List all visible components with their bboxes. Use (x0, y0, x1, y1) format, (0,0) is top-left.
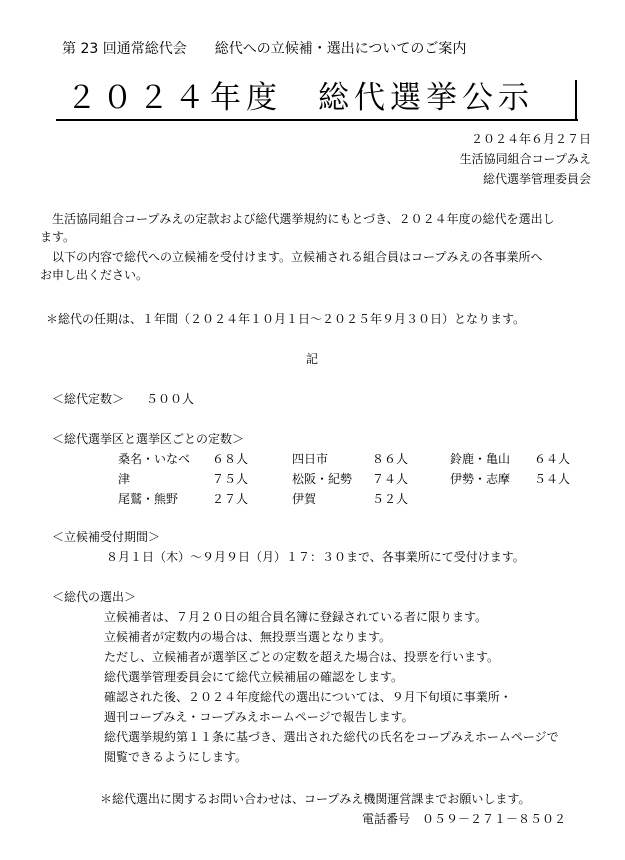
district-count: ５２人 (372, 492, 409, 506)
phone-number: 電話番号 ０５９－２７１－８５０２ (362, 812, 567, 826)
issuer-committee: 総代選挙管理委員会 (482, 172, 591, 186)
district-name: 松阪・紀勢 (292, 472, 353, 486)
title-underline (56, 119, 578, 121)
selection-line: 立候補者は、７月２０日の組合員名簿に登録されている者に限ります。 (104, 610, 488, 624)
district-name: 桑名・いなべ (118, 452, 191, 466)
district-count: ８６人 (372, 452, 409, 466)
quota-label: ＜総代定数＞ (52, 392, 125, 406)
district-name: 尾鷲・熊野 (118, 492, 179, 506)
ki-mark: 記 (306, 352, 319, 366)
intro-p1-line1: 生活協同組合コープみえの定款および総代選挙規約にもとづき、２０２４年度の総代を選出し (52, 212, 555, 226)
selection-line: 閲覧できるようにします。 (104, 750, 248, 764)
district-count: ６４人 (534, 452, 571, 466)
notice-subtitle: 第 23 回通常総代会 総代への立候補・選出についてのご案内 (62, 41, 467, 57)
page-title: ２０２４年度 総代選挙公示 (66, 80, 534, 116)
title-side-bar (575, 80, 577, 120)
selection-line: 総代選挙管理委員会にて総代立候補届の確認をします。 (104, 670, 404, 684)
selection-line: 確認された後、２０２４年度総代の選出については、９月下旬頃に事業所・ (104, 690, 512, 704)
intro-p2-line2: お申し出ください。 (40, 268, 149, 282)
period-label: ＜立候補受付期間＞ (52, 530, 161, 544)
issue-date: ２０２４年６月２７日 (470, 132, 591, 146)
district-count: ７５人 (212, 472, 249, 486)
district-count: ５４人 (534, 472, 571, 486)
selection-line: 総代選挙規約第１１条に基づき、選出された総代の氏名をコープみえホームページで (104, 730, 559, 744)
selection-line: 立候補者が定数内の場合は、無投票当選となります。 (104, 630, 392, 644)
selection-label: ＜総代の選出＞ (52, 590, 137, 604)
inquiry-note: ＊総代選出に関するお問い合わせは、コープみえ機関運営課までお願いします。 (100, 792, 531, 806)
district-name: 伊賀 (292, 492, 317, 506)
term-note: ＊総代の任期は、１年間（２０２４年１０月１日～２０２５年９月３０日）となります。 (46, 312, 526, 326)
district-count: ７４人 (372, 472, 409, 486)
issuer-org: 生活協同組合コープみえ (459, 152, 591, 166)
district-count: ６８人 (212, 452, 249, 466)
intro-p1-line2: ます。 (40, 230, 76, 244)
district-name: 伊勢・志摩 (450, 472, 511, 486)
district-name: 四日市 (292, 452, 329, 466)
selection-line: 週刊コープみえ・コープみえホームページで報告します。 (104, 710, 414, 724)
quota-value: ５００人 (146, 392, 195, 406)
period-text: ８月１日（木）～９月９日（月）１７：３０まで、各事業所にて受付けます。 (106, 550, 525, 564)
intro-p2-line1: 以下の内容で総代への立候補を受付けます。立候補される組合員はコープみえの各事業所へ (52, 250, 543, 264)
district-name: 津 (118, 472, 131, 486)
district-name: 鈴鹿・亀山 (450, 452, 511, 466)
selection-line: ただし、立候補者が選挙区ごとの定数を超えた場合は、投票を行います。 (104, 650, 500, 664)
districts-label: ＜総代選挙区と選挙区ごとの定数＞ (52, 432, 245, 446)
district-count: ２７人 (212, 492, 249, 506)
